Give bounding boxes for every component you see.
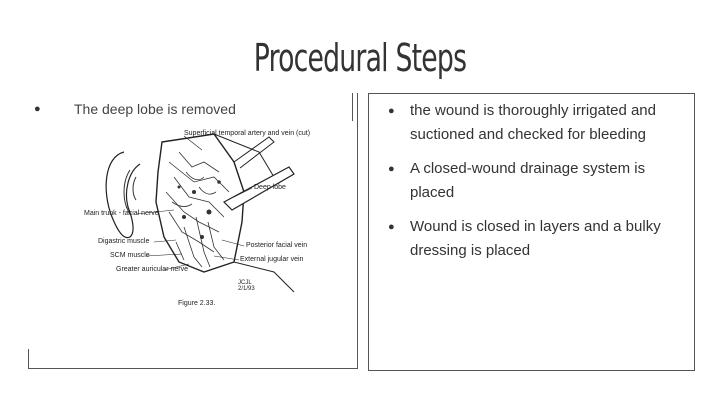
anatomy-figure xyxy=(84,122,344,322)
left-bullet-text: The deep lobe is removed xyxy=(74,101,236,117)
bullet-icon: ● xyxy=(388,105,395,117)
left-bullet-item xyxy=(34,100,236,118)
list-item-text: A closed-wound drainage system is placed xyxy=(410,160,646,201)
label-greater-auricular: Greater auricular nerve xyxy=(116,266,188,273)
label-scm: SCM muscle xyxy=(110,252,150,259)
label-posterior-facial: Posterior facial vein xyxy=(246,242,308,249)
label-deep-lobe: Deep lobe xyxy=(254,184,286,191)
list-item xyxy=(388,157,693,205)
list-item-text: the wound is thoroughly irrigated and suctioned and checked for bleeding xyxy=(410,102,656,143)
slide-title: Procedural Steps xyxy=(253,36,467,80)
label-stamp: JCJL 2/1/93 xyxy=(238,280,255,292)
parotid-dissection-illustration xyxy=(84,122,344,322)
label-superficial-temporal: Superficial temporal artery and vein (cut) xyxy=(184,130,311,137)
list-item-text: Wound is closed in layers and a bulky dressing is placed xyxy=(410,218,661,259)
list-item xyxy=(388,99,693,147)
right-bullet-list xyxy=(388,99,693,273)
label-main-trunk: Main trunk - facial nerve xyxy=(84,210,159,217)
figure-caption: Figure 2.33. xyxy=(178,300,216,307)
bullet-icon: ● xyxy=(388,221,395,233)
label-external-jugular: External jugular vein xyxy=(240,256,304,263)
list-item xyxy=(388,215,693,263)
label-digastric: Digastric muscle xyxy=(98,238,150,245)
bullet-icon: ● xyxy=(388,163,395,175)
bullet-icon: ● xyxy=(34,103,41,115)
